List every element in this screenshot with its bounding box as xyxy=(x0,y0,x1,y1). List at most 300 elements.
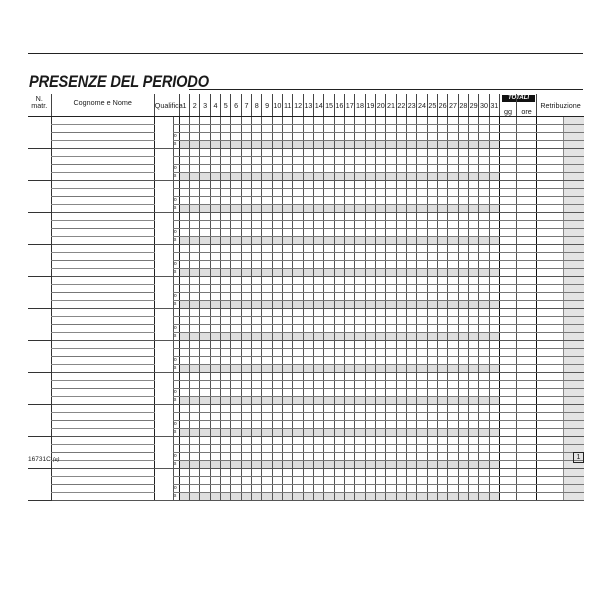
header-day: 12 xyxy=(293,94,303,117)
day-cell xyxy=(200,237,210,245)
day-cell xyxy=(365,341,375,349)
day-cell xyxy=(179,197,189,205)
name-cell xyxy=(51,317,154,325)
matr-cell xyxy=(28,157,51,165)
day-cell xyxy=(241,237,251,245)
qualifica-cell xyxy=(154,245,173,253)
day-cell xyxy=(314,181,324,189)
day-cell xyxy=(283,389,293,397)
day-cell xyxy=(262,197,272,205)
day-cell xyxy=(262,333,272,341)
day-cell xyxy=(469,381,479,389)
day-cell xyxy=(303,485,313,493)
day-cell xyxy=(190,229,200,237)
day-cell xyxy=(221,333,231,341)
day-cell xyxy=(407,301,417,309)
day-cell xyxy=(469,469,479,477)
day-cell xyxy=(479,293,489,301)
row-label-s: s xyxy=(173,269,179,277)
day-cell xyxy=(314,117,324,125)
day-cell xyxy=(210,125,220,133)
day-cell xyxy=(293,245,303,253)
day-cell xyxy=(210,373,220,381)
day-cell xyxy=(231,149,241,157)
day-cell xyxy=(283,181,293,189)
retribuzione-shaded-cell xyxy=(564,469,584,477)
gg-cell xyxy=(499,261,516,269)
gg-cell xyxy=(499,469,516,477)
header-day: 4 xyxy=(210,94,220,117)
day-cell xyxy=(221,269,231,277)
day-cell xyxy=(438,181,448,189)
day-cell xyxy=(438,397,448,405)
day-cell xyxy=(355,277,365,285)
day-cell xyxy=(262,117,272,125)
day-cell xyxy=(458,165,468,173)
retribuzione-cell xyxy=(537,405,564,413)
day-cell xyxy=(376,493,386,501)
day-cell xyxy=(324,133,334,141)
day-cell xyxy=(365,285,375,293)
day-cell xyxy=(293,309,303,317)
day-cell xyxy=(407,405,417,413)
day-cell xyxy=(355,261,365,269)
day-cell xyxy=(190,317,200,325)
day-cell xyxy=(489,373,499,381)
retribuzione-cell xyxy=(537,213,564,221)
day-cell xyxy=(324,365,334,373)
name-cell xyxy=(51,405,154,413)
day-cell xyxy=(210,461,220,469)
day-cell xyxy=(345,373,355,381)
day-cell xyxy=(365,117,375,125)
day-cell xyxy=(262,405,272,413)
day-cell xyxy=(262,445,272,453)
day-cell xyxy=(469,213,479,221)
day-cell xyxy=(448,357,458,365)
day-cell xyxy=(200,477,210,485)
day-cell xyxy=(427,301,437,309)
day-cell xyxy=(221,309,231,317)
gg-cell xyxy=(499,253,516,261)
day-cell xyxy=(448,293,458,301)
day-cell xyxy=(438,437,448,445)
day-cell xyxy=(190,221,200,229)
retribuzione-cell xyxy=(537,205,564,213)
day-cell xyxy=(231,157,241,165)
retribuzione-cell xyxy=(537,269,564,277)
day-cell xyxy=(417,253,427,261)
day-cell xyxy=(479,261,489,269)
day-cell xyxy=(190,341,200,349)
day-cell xyxy=(252,197,262,205)
day-cell xyxy=(200,125,210,133)
day-cell xyxy=(293,349,303,357)
day-cell xyxy=(179,389,189,397)
day-cell xyxy=(427,333,437,341)
day-cell xyxy=(427,421,437,429)
ore-cell xyxy=(517,357,537,365)
day-cell xyxy=(241,477,251,485)
day-cell xyxy=(252,149,262,157)
day-cell xyxy=(179,381,189,389)
grid-row xyxy=(28,397,584,405)
day-cell xyxy=(190,117,200,125)
day-cell xyxy=(376,133,386,141)
row-label-s: s xyxy=(173,397,179,405)
day-cell xyxy=(365,141,375,149)
day-cell xyxy=(376,189,386,197)
qualifica-cell xyxy=(154,493,173,501)
day-cell xyxy=(200,437,210,445)
name-cell xyxy=(51,237,154,245)
day-cell xyxy=(179,141,189,149)
day-cell xyxy=(417,485,427,493)
day-cell xyxy=(314,445,324,453)
day-cell xyxy=(190,325,200,333)
day-cell xyxy=(345,181,355,189)
day-cell xyxy=(479,445,489,453)
day-cell xyxy=(345,141,355,149)
day-cell xyxy=(365,413,375,421)
day-cell xyxy=(210,245,220,253)
day-cell xyxy=(386,445,396,453)
row-label-o: o xyxy=(173,357,179,365)
retribuzione-shaded-cell xyxy=(564,253,584,261)
day-cell xyxy=(293,285,303,293)
retribuzione-cell xyxy=(537,309,564,317)
day-cell xyxy=(355,437,365,445)
day-cell xyxy=(386,277,396,285)
day-cell xyxy=(231,413,241,421)
day-cell xyxy=(334,173,344,181)
day-cell xyxy=(438,309,448,317)
ore-cell xyxy=(517,117,537,125)
day-cell xyxy=(386,261,396,269)
day-cell xyxy=(314,293,324,301)
day-cell xyxy=(417,429,427,437)
day-cell xyxy=(252,253,262,261)
day-cell xyxy=(376,405,386,413)
day-cell xyxy=(252,477,262,485)
day-cell xyxy=(458,197,468,205)
retribuzione-shaded-cell xyxy=(564,205,584,213)
retribuzione-shaded-cell xyxy=(564,277,584,285)
retribuzione-shaded-cell xyxy=(564,197,584,205)
name-cell xyxy=(51,141,154,149)
day-cell xyxy=(324,261,334,269)
day-cell xyxy=(200,141,210,149)
day-cell xyxy=(376,445,386,453)
header-day: 28 xyxy=(458,94,468,117)
day-cell xyxy=(396,437,406,445)
retribuzione-cell xyxy=(537,469,564,477)
day-cell xyxy=(489,141,499,149)
day-cell xyxy=(231,453,241,461)
retribuzione-shaded-cell xyxy=(564,149,584,157)
day-cell xyxy=(438,229,448,237)
gg-cell xyxy=(499,381,516,389)
day-cell xyxy=(469,245,479,253)
day-cell xyxy=(314,261,324,269)
day-cell xyxy=(417,469,427,477)
day-cell xyxy=(479,181,489,189)
day-cell xyxy=(345,357,355,365)
day-cell xyxy=(438,205,448,213)
day-cell xyxy=(314,485,324,493)
matr-cell xyxy=(28,117,51,125)
day-cell xyxy=(458,381,468,389)
day-cell xyxy=(324,325,334,333)
day-cell xyxy=(458,301,468,309)
day-cell xyxy=(355,141,365,149)
day-cell xyxy=(241,125,251,133)
day-cell xyxy=(210,213,220,221)
day-cell xyxy=(458,469,468,477)
day-cell xyxy=(489,357,499,365)
day-cell xyxy=(376,285,386,293)
day-cell xyxy=(438,485,448,493)
day-cell xyxy=(489,405,499,413)
day-cell xyxy=(355,189,365,197)
day-cell xyxy=(386,293,396,301)
day-cell xyxy=(272,221,282,229)
day-cell xyxy=(365,333,375,341)
day-cell xyxy=(417,413,427,421)
qualifica-cell xyxy=(154,229,173,237)
day-cell xyxy=(262,349,272,357)
day-cell xyxy=(376,317,386,325)
day-cell xyxy=(427,317,437,325)
matr-cell xyxy=(28,237,51,245)
title-underline xyxy=(189,89,583,90)
qualifica-cell xyxy=(154,381,173,389)
day-cell xyxy=(293,437,303,445)
day-cell xyxy=(438,125,448,133)
day-cell xyxy=(252,445,262,453)
name-cell xyxy=(51,309,154,317)
day-cell xyxy=(283,477,293,485)
grid-row xyxy=(28,325,584,333)
day-cell xyxy=(386,341,396,349)
day-cell xyxy=(469,405,479,413)
matr-cell xyxy=(28,405,51,413)
day-cell xyxy=(479,325,489,333)
day-cell xyxy=(376,389,386,397)
matr-cell xyxy=(28,469,51,477)
retribuzione-cell xyxy=(537,253,564,261)
day-cell xyxy=(303,277,313,285)
retribuzione-cell xyxy=(537,365,564,373)
day-cell xyxy=(221,277,231,285)
day-cell xyxy=(303,429,313,437)
day-cell xyxy=(210,429,220,437)
qualifica-cell xyxy=(154,269,173,277)
day-cell xyxy=(314,437,324,445)
day-cell xyxy=(469,333,479,341)
day-cell xyxy=(365,453,375,461)
day-cell xyxy=(345,253,355,261)
name-cell xyxy=(51,325,154,333)
day-cell xyxy=(469,477,479,485)
day-cell xyxy=(396,157,406,165)
day-cell xyxy=(314,325,324,333)
day-cell xyxy=(365,277,375,285)
day-cell xyxy=(365,269,375,277)
ore-cell xyxy=(517,405,537,413)
day-cell xyxy=(262,277,272,285)
day-cell xyxy=(438,221,448,229)
day-cell xyxy=(469,117,479,125)
day-cell xyxy=(324,141,334,149)
day-cell xyxy=(345,445,355,453)
day-cell xyxy=(272,149,282,157)
qualifica-cell xyxy=(154,309,173,317)
day-cell xyxy=(272,477,282,485)
day-cell xyxy=(334,413,344,421)
day-cell xyxy=(314,405,324,413)
day-cell xyxy=(221,317,231,325)
day-cell xyxy=(221,349,231,357)
day-cell xyxy=(386,213,396,221)
day-cell xyxy=(345,213,355,221)
day-cell xyxy=(200,277,210,285)
day-cell xyxy=(489,349,499,357)
day-cell xyxy=(489,365,499,373)
day-cell xyxy=(324,205,334,213)
day-cell xyxy=(417,181,427,189)
day-cell xyxy=(376,477,386,485)
day-cell xyxy=(200,165,210,173)
retribuzione-shaded-cell xyxy=(564,421,584,429)
day-cell xyxy=(293,381,303,389)
day-cell xyxy=(190,485,200,493)
day-cell xyxy=(221,397,231,405)
day-cell xyxy=(231,245,241,253)
day-cell xyxy=(303,493,313,501)
day-cell xyxy=(458,333,468,341)
grid-row xyxy=(28,445,584,453)
retribuzione-shaded-cell xyxy=(564,349,584,357)
day-cell xyxy=(272,461,282,469)
day-cell xyxy=(448,437,458,445)
day-cell xyxy=(427,469,437,477)
day-cell xyxy=(407,117,417,125)
day-cell xyxy=(396,365,406,373)
day-cell xyxy=(417,405,427,413)
name-cell xyxy=(51,293,154,301)
day-cell xyxy=(355,125,365,133)
matr-cell xyxy=(28,277,51,285)
day-cell xyxy=(231,117,241,125)
day-cell xyxy=(272,293,282,301)
day-cell xyxy=(272,285,282,293)
day-cell xyxy=(355,293,365,301)
day-cell xyxy=(283,469,293,477)
day-cell xyxy=(448,173,458,181)
day-cell xyxy=(458,389,468,397)
day-cell xyxy=(303,309,313,317)
day-cell xyxy=(221,365,231,373)
day-cell xyxy=(334,357,344,365)
day-cell xyxy=(489,173,499,181)
day-cell xyxy=(396,213,406,221)
day-cell xyxy=(355,237,365,245)
retribuzione-shaded-cell xyxy=(564,389,584,397)
day-cell xyxy=(231,429,241,437)
day-cell xyxy=(262,317,272,325)
day-cell xyxy=(210,189,220,197)
day-cell xyxy=(386,381,396,389)
gg-cell xyxy=(499,205,516,213)
day-cell xyxy=(283,125,293,133)
day-cell xyxy=(438,197,448,205)
day-cell xyxy=(458,117,468,125)
day-cell xyxy=(345,133,355,141)
day-cell xyxy=(489,117,499,125)
day-cell xyxy=(241,397,251,405)
day-cell xyxy=(365,125,375,133)
title-row xyxy=(29,72,583,94)
grid-row xyxy=(28,189,584,197)
qualifica-cell xyxy=(154,389,173,397)
day-cell xyxy=(241,485,251,493)
grid-row xyxy=(28,333,584,341)
day-cell xyxy=(314,245,324,253)
day-cell xyxy=(324,181,334,189)
grid-row xyxy=(28,133,584,141)
day-cell xyxy=(396,293,406,301)
day-cell xyxy=(376,149,386,157)
day-cell xyxy=(272,413,282,421)
day-cell xyxy=(469,357,479,365)
day-cell xyxy=(469,341,479,349)
day-cell xyxy=(283,349,293,357)
row-label-o: o xyxy=(173,197,179,205)
day-cell xyxy=(334,261,344,269)
day-cell xyxy=(376,309,386,317)
day-cell xyxy=(448,429,458,437)
day-cell xyxy=(190,189,200,197)
day-cell xyxy=(407,493,417,501)
name-cell xyxy=(51,421,154,429)
day-cell xyxy=(293,133,303,141)
gg-cell xyxy=(499,157,516,165)
day-cell xyxy=(489,237,499,245)
day-cell xyxy=(324,125,334,133)
day-cell xyxy=(458,181,468,189)
day-cell xyxy=(314,133,324,141)
day-cell xyxy=(324,221,334,229)
day-cell xyxy=(469,237,479,245)
day-cell xyxy=(376,205,386,213)
day-cell xyxy=(293,117,303,125)
day-cell xyxy=(417,157,427,165)
retribuzione-shaded-cell xyxy=(564,485,584,493)
day-cell xyxy=(272,365,282,373)
day-cell xyxy=(469,293,479,301)
day-cell xyxy=(438,301,448,309)
day-cell xyxy=(262,365,272,373)
day-cell xyxy=(179,493,189,501)
day-cell xyxy=(334,213,344,221)
day-cell xyxy=(345,157,355,165)
day-cell xyxy=(355,333,365,341)
day-cell xyxy=(314,349,324,357)
name-cell xyxy=(51,333,154,341)
day-cell xyxy=(314,197,324,205)
day-cell xyxy=(241,133,251,141)
